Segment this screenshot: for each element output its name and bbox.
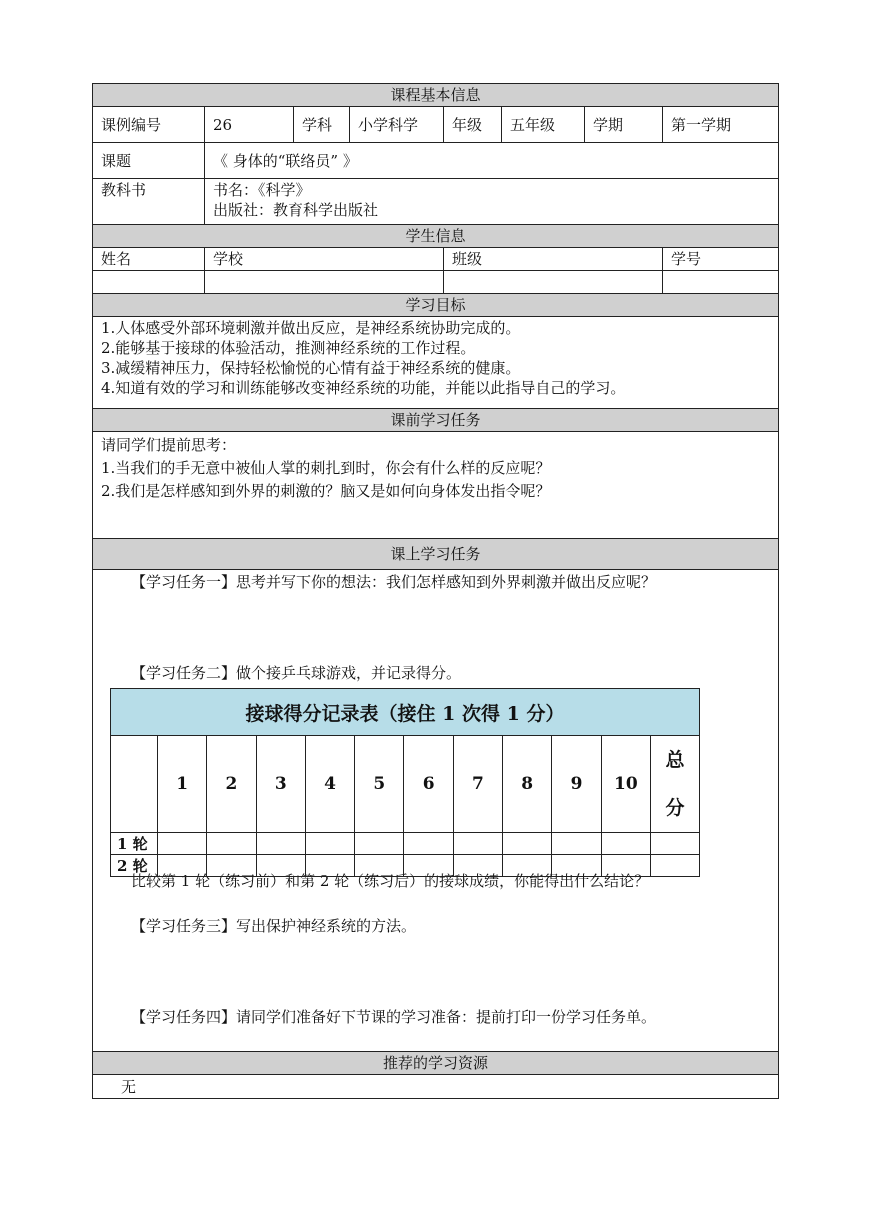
- preclass-question: 1.当我们的手无意中被仙人掌的刺扎到时，你会有什么样的反应呢？: [101, 459, 551, 477]
- lesson-info-sheet: [92, 83, 779, 1099]
- task-four: 【学习任务四】请同学们准备好下节课的学习准备：提前打印一份学习任务单。: [131, 1008, 657, 1026]
- score-cell[interactable]: [355, 833, 404, 855]
- score-cell[interactable]: [453, 855, 502, 877]
- task-three: 【学习任务三】写出保护神经系统的方法。: [131, 917, 417, 935]
- term-value: 第一学期: [663, 107, 779, 143]
- class-field: [444, 271, 663, 294]
- score-cell[interactable]: [601, 855, 650, 877]
- score-column-header: 5: [355, 736, 404, 833]
- score-column-header: 3: [256, 736, 305, 833]
- total-header-top: 总: [665, 749, 685, 771]
- score-cell[interactable]: [503, 855, 552, 877]
- score-column-header: 4: [305, 736, 354, 833]
- name-label: 姓名: [93, 248, 205, 271]
- score-column-header: 7: [453, 736, 502, 833]
- grade-label: 年级: [444, 107, 502, 143]
- score-cell[interactable]: [305, 855, 354, 877]
- score-column-header: 2: [207, 736, 256, 833]
- score-cell[interactable]: [453, 833, 502, 855]
- inclass-section-title: 课上学习任务: [93, 539, 779, 570]
- score-table-title: 接球得分记录表（接住 1 次得 1 分）: [111, 689, 700, 736]
- score-record-table: [110, 688, 700, 877]
- score-cell[interactable]: [158, 855, 207, 877]
- score-column-header: 10: [601, 736, 650, 833]
- score-cell[interactable]: [256, 833, 305, 855]
- score-column-header: 9: [552, 736, 601, 833]
- score-column-header: 6: [404, 736, 453, 833]
- term-label: 学期: [585, 107, 663, 143]
- compare-question: 比较第 1 轮（练习前）和第 2 轮（练习后）的接球成绩，你能得出什么结论？: [131, 872, 650, 890]
- student-id-field: [663, 271, 779, 294]
- subject-value: 小学科学: [350, 107, 444, 143]
- preclass-question: 2.我们是怎样感知到外界的刺激的？脑又是如何向身体发出指令呢？: [101, 482, 551, 500]
- subject-label: 学科: [294, 107, 350, 143]
- score-cell[interactable]: [256, 855, 305, 877]
- goal-item: 1.人体感受外部环境刺激并做出反应，是神经系统协助完成的。: [101, 319, 521, 337]
- round-label: 2 轮: [111, 855, 158, 877]
- score-cell[interactable]: [207, 833, 256, 855]
- total-column-header: [650, 736, 699, 833]
- preclass-intro: 请同学们提前思考：: [101, 436, 237, 454]
- preclass-section-title: 课前学习任务: [93, 409, 779, 432]
- score-corner-cell: [111, 736, 158, 833]
- total-header-bottom: 分: [665, 797, 685, 819]
- topic-value: 《 身体的“联络员” 》: [205, 143, 779, 179]
- goal-item: 4.知道有效的学习和训练能够改变神经系统的功能，并能以此指导自己的学习。: [101, 379, 626, 397]
- score-cell[interactable]: [404, 833, 453, 855]
- task-one: 【学习任务一】思考并写下你的想法：我们怎样感知到外界刺激并做出反应呢？: [131, 573, 657, 591]
- textbook-label: 教科书: [93, 179, 205, 225]
- lesson-no-label: 课例编号: [93, 107, 205, 143]
- topic-label: 课题: [93, 143, 205, 179]
- score-cell[interactable]: [552, 833, 601, 855]
- score-cell[interactable]: [552, 855, 601, 877]
- name-field: [93, 271, 205, 294]
- book-name: 书名：《科学》: [213, 181, 311, 199]
- score-cell[interactable]: [207, 855, 256, 877]
- preclass-content: [93, 432, 779, 539]
- goal-item: 2.能够基于接球的体验活动，推测神经系统的工作过程。: [101, 339, 476, 357]
- textbook-info: [205, 179, 779, 225]
- student-section-title: 学生信息: [93, 225, 779, 248]
- goal-item: 3.减缓精神压力，保持轻松愉悦的心情有益于神经系统的健康。: [101, 359, 521, 377]
- score-cell[interactable]: [404, 855, 453, 877]
- lesson-no-value: 26: [205, 107, 294, 143]
- goals-section-title: 学习目标: [93, 294, 779, 317]
- score-column-header: 1: [158, 736, 207, 833]
- resources-section-title: 推荐的学习资源: [93, 1052, 779, 1075]
- class-label: 班级: [444, 248, 663, 271]
- score-cell[interactable]: [158, 833, 207, 855]
- score-cell[interactable]: [503, 833, 552, 855]
- student-id-label: 学号: [663, 248, 779, 271]
- task-two: 【学习任务二】做个接乒乓球游戏，并记录得分。: [131, 664, 462, 682]
- round-label: 1 轮: [111, 833, 158, 855]
- score-column-header: 8: [503, 736, 552, 833]
- school-label: 学校: [205, 248, 444, 271]
- resources-content: 无: [93, 1075, 779, 1099]
- total-cell[interactable]: [650, 855, 699, 877]
- grade-value: 五年级: [502, 107, 585, 143]
- score-cell[interactable]: [355, 855, 404, 877]
- course-section-title: 课程基本信息: [93, 84, 779, 107]
- score-cell[interactable]: [601, 833, 650, 855]
- goals-list: [93, 317, 779, 409]
- total-cell[interactable]: [650, 833, 699, 855]
- school-field: [205, 271, 444, 294]
- score-cell[interactable]: [305, 833, 354, 855]
- publisher: 出版社：教育科学出版社: [213, 201, 379, 219]
